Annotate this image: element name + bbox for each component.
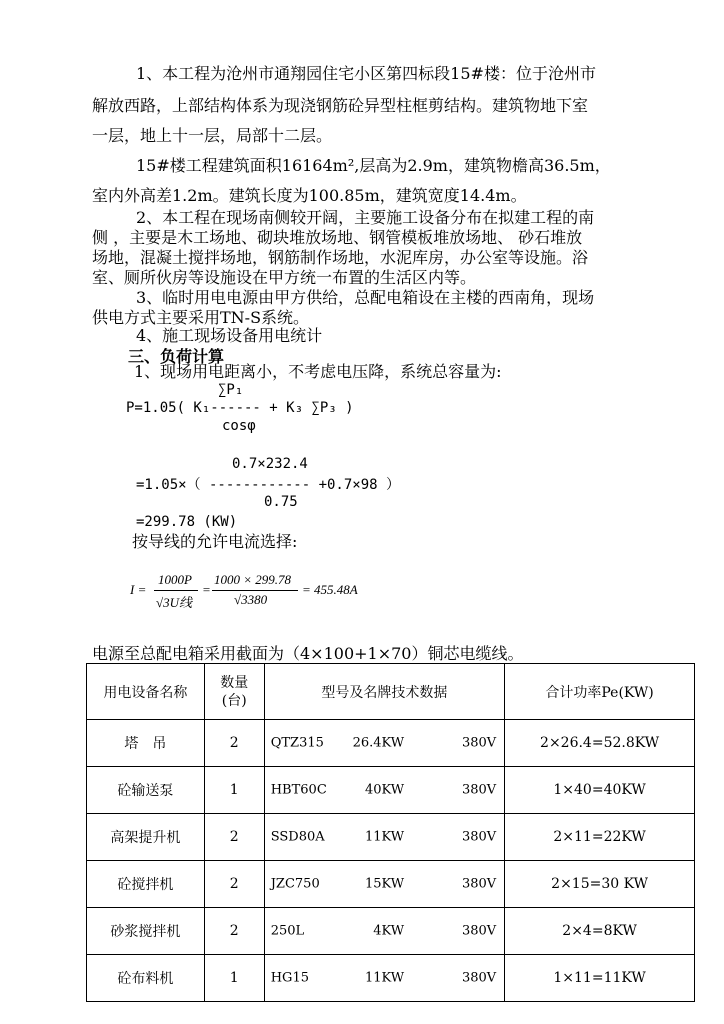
model-voltage: 380V	[461, 829, 497, 845]
cell-device-name: 砼布料机	[87, 955, 205, 1002]
para-2-line-1: 15#楼工程建筑面积16164m²,层高为2.9m，建筑物檐高36.5m，	[136, 156, 611, 175]
model-power: 26.4KW	[352, 735, 405, 751]
cell-total-power: 1×11=11KW	[505, 955, 695, 1002]
para-3-line-3: 场地，混凝土搅拌场地，钢筋制作场地，水泥库房，办公室等设施。浴	[92, 248, 589, 267]
model-name: HG15	[270, 970, 309, 986]
cell-total-power: 2×4=8KW	[505, 908, 695, 955]
para-3-line-4: 室、厕所伙房等设施设在甲方统一布置的生活区内等。	[92, 268, 477, 287]
formula-eq: =	[202, 582, 211, 597]
table-row	[87, 908, 695, 955]
model-power: 15KW	[364, 876, 405, 892]
formula-frac1-bar	[154, 590, 198, 591]
calc-wire-select: 按导线的允许电流选择:	[132, 532, 298, 551]
cell-device-name: 砼搅拌机	[87, 861, 205, 908]
cell-device-name: 塔 吊	[87, 720, 205, 767]
model-name: HBT60C	[270, 782, 327, 798]
cell-model	[264, 814, 504, 861]
model-power: 40KW	[364, 782, 405, 798]
header-device-name: 用电设备名称	[87, 664, 205, 720]
model-name: JZC750	[270, 876, 320, 892]
para-4-line-2: 供电方式主要采用TN-S系统。	[92, 308, 310, 327]
cell-quantity: 2	[204, 814, 264, 861]
header-total-power: 合计功率Pe(KW)	[505, 664, 695, 720]
table-row	[87, 861, 695, 908]
header-model-data: 型号及名牌技术数据	[264, 664, 504, 720]
cell-device-name: 高架提升机	[87, 814, 205, 861]
table-row	[87, 720, 695, 767]
calc-eq-line: =1.05×（ ------------ +0.7×98 ）	[136, 477, 401, 493]
load-table	[86, 663, 695, 1002]
para-1-line-1: 1、本工程为沧州市通翔园住宅小区第四标段15#楼：位于沧州市	[136, 64, 596, 83]
para-4-line-1: 3、临时用电电源由甲方供给，总配电箱设在主楼的西南角，现场	[136, 288, 595, 307]
model-power: 11KW	[364, 970, 405, 986]
calc-result: =299.78 (KW)	[136, 514, 238, 530]
calc-denominator: 0.75	[264, 494, 298, 510]
cell-model	[264, 767, 504, 814]
para-1-line-2: 解放西路，上部结构体系为现浇钢筋砼异型柱框剪结构。建筑物地下室	[92, 96, 589, 115]
header-quantity: 数量 (台)	[204, 664, 264, 720]
para-2-line-2: 室内外高差1.2m。建筑长度为100.85m，建筑宽度14.4m。	[92, 186, 527, 205]
formula-result: = 455.48A	[302, 582, 358, 597]
cell-quantity: 1	[204, 767, 264, 814]
calc-cos-phi: cosφ	[222, 418, 256, 434]
model-power: 11KW	[364, 829, 405, 845]
table-header-row	[87, 664, 695, 720]
model-voltage: 380V	[461, 970, 497, 986]
cell-quantity: 1	[204, 955, 264, 1002]
model-voltage: 380V	[461, 876, 497, 892]
table-row	[87, 767, 695, 814]
calc-sum-p1: ∑P₁	[218, 382, 244, 398]
model-voltage: 380V	[461, 782, 497, 798]
cell-model	[264, 908, 504, 955]
calc-p-lhs: P=1.05( K₁------ + K₃ ∑P₃ )	[126, 400, 354, 416]
para-5-line-1: 4、施工现场设备用电统计	[136, 326, 323, 345]
cell-quantity: 2	[204, 908, 264, 955]
formula-frac2-num: 1000 × 299.78	[214, 572, 292, 587]
calc-numerator: 0.7×232.4	[232, 456, 308, 472]
model-voltage: 380V	[461, 923, 497, 939]
model-power: 4KW	[373, 923, 405, 939]
table-row	[87, 814, 695, 861]
cell-model	[264, 720, 504, 767]
cell-total-power: 2×11=22KW	[505, 814, 695, 861]
formula-frac2-den: √3380	[234, 592, 268, 607]
model-name: 250L	[270, 923, 305, 939]
cell-device-name: 砂浆搅拌机	[87, 908, 205, 955]
para-1-line-3: 一层，地上十一层，局部十二层。	[92, 126, 333, 145]
formula-frac1-num: 1000P	[158, 572, 192, 587]
formula-frac2-bar	[212, 590, 298, 591]
model-voltage: 380V	[461, 735, 497, 751]
table-row	[87, 955, 695, 1002]
cell-quantity: 2	[204, 720, 264, 767]
cell-device-name: 砼输送泵	[87, 767, 205, 814]
para-3-line-1: 2、本工程在现场南侧较开阔，主要施工设备分布在拟建工程的南	[136, 208, 595, 227]
cell-total-power: 2×15=30 KW	[505, 861, 695, 908]
cell-total-power: 2×26.4=52.8KW	[505, 720, 695, 767]
formula-frac1-den: √3U线	[156, 595, 193, 610]
model-name: QTZ315	[270, 735, 324, 751]
cell-model	[264, 861, 504, 908]
cell-model	[264, 955, 504, 1002]
cell-quantity: 2	[204, 861, 264, 908]
model-name: SSD80A	[270, 829, 325, 845]
formula-lhs: I =	[130, 582, 147, 597]
calc-intro: 1、现场用电距离小，不考虑电压降，系统总容量为:	[134, 362, 502, 381]
cell-total-power: 1×40=40KW	[505, 767, 695, 814]
cable-note: 电源至总配电箱采用截面为（4×100+1×70）铜芯电缆线。	[92, 644, 524, 663]
section-heading: 三、负荷计算	[128, 347, 225, 366]
para-3-line-2: 侧 ，主要是木工场地、砌块堆放场地、钢管模板堆放场地、 砂石堆放	[92, 228, 583, 247]
